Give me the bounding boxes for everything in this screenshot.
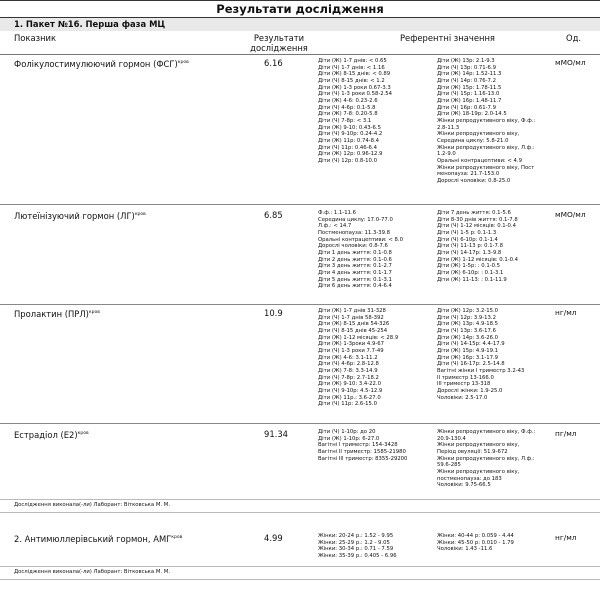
note-divider	[0, 566, 600, 567]
param-name-lh: Лютеїнізуючий гормон (ЛГ)$^{кров}$	[14, 210, 146, 221]
reference-line: Період овуляції: 51.9-672	[437, 448, 508, 455]
reference-line: Жінки: 25-29 р.: 1.2 - 9.05	[318, 539, 390, 546]
note-divider	[0, 499, 600, 500]
reference-line: Діти (Ч) 16р: 0.61-7.9	[437, 104, 496, 111]
reference-line: Діти (Ч) 4-6р: 2.8-12.8	[318, 361, 379, 368]
param-unit-e2: пг/мл	[555, 429, 577, 438]
reference-line: Діти (Ж) 11р: 0.74-8.4	[318, 137, 380, 144]
param-unit-fsh: мМО/мл	[555, 58, 586, 67]
ref-left-prl	[318, 308, 434, 408]
reference-line: Жінки репродуктивного віку, Ф.ф.:	[437, 429, 536, 435]
reference-line: 1.2-9.0	[437, 151, 456, 158]
header-divider	[0, 54, 600, 55]
reference-line: Діти (Ч) 1-3 роки 0.58-2.54	[318, 91, 393, 98]
reference-line: Діти (Ж) 1-10р: 6-27.0	[318, 435, 380, 442]
param-name-e2: Естрадіол $(Е2)^{кров}$	[14, 429, 89, 440]
reference-line: Діти (Ж) 1-7 днів 31-328	[318, 308, 386, 314]
reference-line: Вагітні II триместр: 1585-21980	[318, 448, 406, 455]
reference-line: Діти (Ч) 13р: 0.71-6.9	[437, 64, 496, 71]
param-value-lh: 6.85	[264, 210, 283, 220]
reference-line: Дорослі жінки: 1.9-25.0	[437, 387, 503, 394]
reference-line: Діти (Ж) 12р: 3.2-15.0	[437, 308, 499, 314]
param-name-prl: Пролактин (ПРЛ)$^{кров}$	[14, 308, 100, 319]
ref-right-lh	[437, 210, 553, 283]
page-title: Результати дослідження	[0, 0, 600, 18]
reference-line: Діти (Ж) 6-10р: : 0.1-3.1	[437, 269, 504, 276]
reference-line: Ф.ф.: 1.1-11.6	[318, 210, 357, 216]
reference-line: Діти (Ж) 8-15 днів: < 0.89	[318, 71, 391, 78]
param-name-amh: 2. Антимюллерівський гормон, $АМГ^{кров}$	[14, 533, 183, 544]
param-name-fsh: Фолікулостимулюючий гормон (ФСГ)$^{кров}$	[14, 58, 189, 69]
reference-line: Діти 7 день життя: 0.1-5.6	[437, 210, 511, 216]
reference-line: 2.8-11.3	[437, 124, 460, 131]
ref-left-fsh	[318, 58, 434, 165]
note-divider	[0, 512, 600, 513]
reference-line: Діти 5 день життя: 0.1-3.1	[318, 276, 392, 283]
reference-line: Діти (Ч) 11р: 2.6-15.0	[318, 401, 377, 408]
reference-line: Діти (Ч) 6-10р: 0.1-1.4	[437, 236, 498, 243]
reference-line: Діти (Ч) 1-7 днів: < 1.16	[318, 64, 385, 71]
reference-line: Діти (Ч) 12р: 0.8-10.0	[318, 157, 377, 164]
reference-line: Діти (Ж) 1-3 роки 0.67-3.3	[318, 84, 391, 91]
reference-line: Діти (Ж) 14р: 3.6-26.0	[437, 334, 499, 341]
reference-line: Жінки репродуктивного віку,	[437, 468, 520, 475]
reference-line: Діти (Ж) 9-10: 0.43-6.5	[318, 124, 381, 131]
reference-line: Жінки: 30-34 р.: 0.71 - 7.59	[318, 546, 394, 553]
reference-line: Жінки репродуктивного віку, Пост	[437, 164, 535, 171]
reference-line: Жінки: 45-50 р: 0.010 - 1.79	[437, 539, 514, 546]
reference-line: Діти (Ж) 1-5р: : 0.1-0.5	[437, 263, 501, 270]
reference-line: Діти (Ч) 1-3 роки 7.7-49	[318, 347, 384, 354]
reference-line: Чоловіки: 1.43 -11.6	[437, 546, 493, 553]
reference-line: Діти (Ж) 16р: 1.48-11.7	[437, 97, 502, 104]
reference-line: Діти (Ч) 11р: 0.46-6.4	[318, 144, 377, 151]
reference-line: Діти (Ж) 9-10: 3.4-22.0	[318, 381, 381, 388]
reference-line: Діти (Ж) 1-12 місяців: 0.1-0.4	[437, 256, 519, 263]
header-reference: Референтні значення	[400, 33, 495, 43]
reference-line: Діти 3 день життя: 0.1-2.7	[318, 263, 392, 270]
reference-line: Діти (Ч) 15р: 1.16-13.0	[437, 91, 500, 98]
row-divider	[0, 304, 600, 305]
reference-line: Жінки: 40-44 р: 0.059 - 4.44	[437, 533, 514, 539]
reference-line: Діти (Ж) 14р: 1.52-11.3	[437, 71, 502, 78]
reference-line: Діти (Ж) 16р: 3.1-17.9	[437, 354, 499, 361]
reference-line: 59.6-285	[437, 462, 461, 469]
reference-line: Постменопауза: 11.3-39.8	[318, 229, 391, 236]
reference-line: Жінки репродуктивного віку, Л.ф.:	[437, 144, 535, 151]
header-indicator: Показник	[14, 33, 57, 43]
reference-line: Дорослі чоловіки: 0.8-7.6	[318, 243, 388, 250]
ref-left-lh	[318, 210, 434, 290]
param-value-fsh: 6.16	[264, 58, 283, 68]
section-title-package16: 1. Пакет №16. Перша фаза МЦ	[0, 18, 600, 31]
ref-right-prl	[437, 308, 553, 401]
reference-line: Вагітні жінки I триместр 3.2-43	[437, 367, 525, 374]
reference-line: Жінки: 20-24 р.: 1.52 - 9.95	[318, 533, 394, 539]
reference-line: Діти (Ч) 13р: 3.6-17.6	[437, 327, 496, 334]
reference-line: Діти 8-30 днів життя: 0.1-7.8	[437, 216, 518, 223]
reference-line: Діти (Ж) 13р: 4.9-18.5	[437, 321, 499, 328]
reference-line: Діти (Ж) 12р: 0.96-12.9	[318, 151, 383, 158]
reference-line: 20.9-130.4	[437, 435, 466, 442]
reference-line: Л.ф.: < 14.7	[318, 223, 352, 230]
reference-line: Діти 1 день життя: 0.1-0.8	[318, 249, 392, 256]
reference-line: Діти (Ч) 1-5 р: 0.1-1.3	[437, 229, 497, 236]
reference-line: Діти (Ж) 8-15 днів 54-326	[318, 321, 390, 328]
reference-line: Діти (Ч) 14-15р: 4.4-17.9	[437, 341, 505, 348]
reference-line: Жінки репродуктивного віку, Л.ф.:	[437, 455, 535, 462]
reference-line: Середина циклу: 17.0-77.0	[318, 216, 393, 223]
reference-line: постменопауза: до 183	[437, 475, 502, 482]
reference-line: Діти (Ч) 14-17р: 1.3-9.8	[437, 249, 502, 256]
reference-line: Діти (Ж) 1-12 місяців: < 28.9	[318, 334, 399, 341]
header-unit: Од.	[566, 33, 582, 43]
reference-line: Діти (Ч) 8-15 днів: < 1.2	[318, 77, 385, 84]
reference-line: Оральні контрацептиви: < 8.0	[318, 236, 403, 243]
reference-line: менопауза: 21.7-153.0	[437, 171, 500, 178]
reference-line: Чоловіки: 2.5-17.0	[437, 394, 488, 401]
ref-left-amh	[318, 533, 434, 560]
reference-line: Діти 4 день життя: 0.1-1.7	[318, 269, 392, 276]
reference-line: Діти (Ч) 9-10р: 4.5-12.9	[318, 387, 383, 394]
reference-line: Діти (Ж) 13р: 2.1-9.3	[437, 58, 495, 64]
reference-line: Діти (Ж) 7-8: 0.20-5.8	[318, 111, 378, 118]
performed-by-note: Дослідження виконала(-ли) Лаборант: Вітковська М. М.	[14, 502, 171, 508]
performed-by-note-2: Дослідження виконала(-ли) Лаборант: Вітковська М. М.	[14, 569, 171, 575]
reference-line: II триместр 13-166.0	[437, 374, 494, 381]
reference-line: Діти (Ч) 1-10р: до 20	[318, 429, 376, 435]
reference-line: Діти (Ж) 11-13: : 0.1-11.9	[437, 276, 507, 283]
reference-line: Діти (Ч) 9-10р: 0.24-4.2	[318, 131, 383, 138]
ref-right-e2	[437, 429, 553, 489]
ref-left-e2	[318, 429, 434, 462]
row-divider	[0, 423, 600, 424]
reference-line: Жінки репродуктивного віку,	[437, 442, 520, 449]
reference-line: Оральні контрацептиви: < 4.9	[437, 157, 522, 164]
reference-line: Діти (Ч) 7-8р: < 3.1	[318, 117, 372, 124]
reference-line: Середина циклу: 5.8-21.0	[437, 137, 509, 144]
reference-line: Діти (Ч) 11-13 р: 0.1-7.8	[437, 243, 503, 250]
param-value-e2: 91.34	[264, 429, 288, 439]
reference-line: Діти (Ж) 4-6: 3.1-11.2	[318, 354, 378, 361]
reference-line: Вагітні I триместр: 154-3428	[318, 442, 398, 449]
note-divider	[0, 579, 600, 580]
header-results: Результати дослідження	[250, 33, 308, 53]
reference-line: Діти (Ч) 4-6р: 0.1-5.8	[318, 104, 376, 111]
reference-line: Діти (Ч) 14р: 0.76-7.2	[437, 77, 496, 84]
param-value-amh: 4.99	[264, 533, 283, 543]
reference-line: Діти (Ж) 1-3роки 4.9-67	[318, 341, 384, 348]
reference-line: Жінки: 35-39 р.: 0.405 - 6.96	[318, 552, 397, 559]
param-unit-lh: мМО/мл	[555, 210, 586, 219]
reference-line: Діти (Ж) 4-6: 0.23-2.6	[318, 97, 378, 104]
reference-line: Діти 2 день життя: 0.1-0.6	[318, 256, 392, 263]
reference-line: Діти (Ч) 12р: 3.9-13.2	[437, 314, 496, 321]
param-unit-prl: нг/мл	[555, 308, 577, 317]
param-unit-amh: нг/мл	[555, 533, 577, 542]
reference-line: Діти 6 день життя: 0.4-6.4	[318, 283, 392, 290]
reference-line: Чоловіки: 9.75-66.5	[437, 482, 491, 489]
reference-line: Дорослі чоловіки: 0.8-25.0	[437, 177, 511, 184]
reference-line: Діти (Ч) 1-12 місяців: 0.1-0.4	[437, 223, 516, 230]
ref-right-amh	[437, 533, 553, 553]
param-value-prl: 10.9	[264, 308, 283, 318]
reference-line: Діти (Ж) 15р: 1.78-11.5	[437, 84, 502, 91]
reference-line: Жінки репродуктивного віку,	[437, 131, 520, 138]
reference-line: Жінки репродуктивного віку, Ф.ф.:	[437, 117, 536, 124]
reference-line: Діти (Ч) 7-8р: 2.7-18.2	[318, 374, 379, 381]
reference-line: Діти (Ж) 7-8: 3.3-14.9	[318, 367, 378, 374]
row-divider	[0, 204, 600, 205]
ref-right-fsh	[437, 58, 553, 184]
reference-line: Діти (Ж) 18-19р: 2.0-14.5	[437, 111, 507, 118]
reference-line: Діти (Ж) 15р: 4.9-19.1	[437, 347, 499, 354]
reference-line: Діти (Ч) 16-17р: 2.5-14.8	[437, 361, 505, 368]
reference-line: Діти (Ж) 11р.: 3.6-27.0	[318, 394, 381, 401]
reference-line: Діти (Ч) 8-15 днів 45-254	[318, 327, 388, 334]
reference-line: Вагітні III триместр: 8355-29200	[318, 455, 408, 462]
reference-line: Діти (Ж) 1-7 днів: < 0.65	[318, 58, 387, 64]
reference-line: Діти (Ч) 1-7 днів 58-392	[318, 314, 384, 321]
reference-line: III триместр 13-318	[437, 381, 491, 388]
